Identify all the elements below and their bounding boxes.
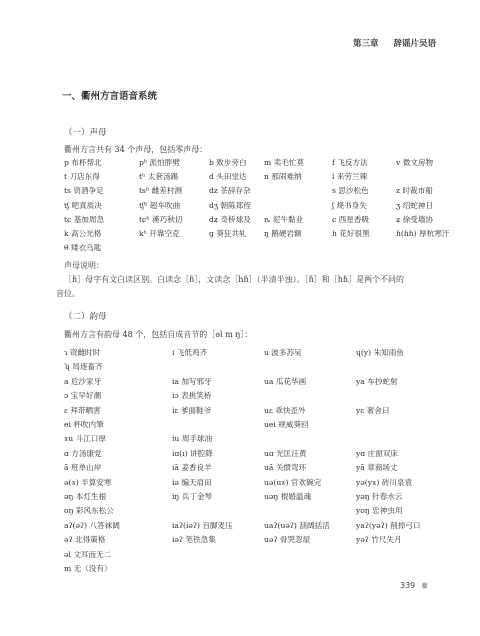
table-cell: iã 姜香良羊 bbox=[172, 463, 212, 473]
table-row bbox=[64, 549, 444, 562]
yunmu-heading: （二）韵母 bbox=[64, 312, 107, 322]
table-cell: ʑ 徐受墙协 bbox=[396, 214, 434, 224]
table-cell: dʑ 奇桥球及 bbox=[209, 214, 251, 224]
table-cell: ʃ 烧书身失 bbox=[332, 200, 367, 210]
table-cell: kʰ 开靠空克 bbox=[139, 229, 180, 238]
table-cell: əl 文耳而无二 bbox=[64, 549, 112, 559]
chapter-title: 辞谣片吴语 bbox=[393, 39, 436, 49]
table-cell: iəʔ 笔铁急集 bbox=[172, 535, 216, 545]
table-cell: h 花好很黑 bbox=[332, 229, 370, 238]
table-row bbox=[64, 433, 444, 446]
table-cell: ɕ 西星香吸 bbox=[332, 214, 370, 224]
table-cell: dʒ 朝陈郑侄 bbox=[209, 200, 251, 210]
table-cell: u 波多苏吴 bbox=[264, 348, 302, 357]
table-row bbox=[64, 214, 444, 227]
table-cell: yoŋ 忠神虫用 bbox=[356, 506, 403, 516]
running-header bbox=[353, 37, 436, 49]
table-row bbox=[64, 563, 444, 576]
shengmu-note-line: ［ɦ］母字有文白读区别。白读念［ɦ］，文读念［hɦ］（半清半浊）。［ɦ］和［hɦ］是两个不同的 bbox=[64, 275, 405, 284]
table-row bbox=[64, 534, 444, 547]
shengmu-heading: （一）声母 bbox=[64, 128, 107, 138]
table-cell: tʰ 太套汤踢 bbox=[139, 172, 179, 182]
table-row bbox=[64, 505, 444, 518]
table-row bbox=[64, 419, 444, 432]
table-cell: d 头田堂达 bbox=[209, 172, 247, 182]
table-cell: uəʔ 骨哭忽屋 bbox=[264, 535, 311, 545]
table-row bbox=[64, 242, 444, 255]
table-cell: əʔ 北得策格 bbox=[64, 535, 106, 545]
table-cell: yə(yɤ) 砖川泉袁 bbox=[356, 477, 413, 487]
table-cell: ʮ 局逐畜齐 bbox=[64, 362, 103, 372]
table-cell: n 那闹难纳 bbox=[264, 172, 302, 182]
table-cell: ȵ 泥牛黏业 bbox=[264, 214, 304, 224]
table-cell: b 败步旁白 bbox=[209, 158, 247, 167]
table-row bbox=[64, 185, 444, 198]
table-row bbox=[64, 405, 444, 418]
table-cell: t 刀店东得 bbox=[64, 172, 100, 182]
table-cell: ia 加写邪牙 bbox=[172, 376, 212, 386]
table-row bbox=[64, 520, 444, 533]
table-cell: ts 资酒争足 bbox=[64, 186, 104, 196]
table-cell: ɔ 宝早好潮 bbox=[64, 391, 102, 401]
table-row bbox=[64, 361, 444, 374]
table-row bbox=[64, 477, 444, 490]
shengmu-intro: 衢州方言共有 34 个声母，包括零声母： bbox=[64, 145, 208, 154]
table-cell: iu 周手球油 bbox=[172, 434, 213, 444]
table-cell: i 飞低鸡齐 bbox=[172, 348, 208, 357]
shengmu-note-title: 声母说明： bbox=[64, 261, 104, 270]
table-row bbox=[64, 157, 444, 170]
shengmu-note-line: 音位。 bbox=[56, 289, 80, 298]
table-cell: f 飞反方法 bbox=[332, 158, 368, 167]
table-cell: s 思沙松色 bbox=[332, 186, 369, 196]
table-row bbox=[64, 390, 444, 403]
table-row bbox=[64, 200, 444, 213]
table-cell: ɥ(y) 朱知雨鱼 bbox=[356, 348, 404, 357]
table-cell: aʔ(əʔ) 八答袜阔 bbox=[64, 520, 120, 530]
table-cell: v 微文房物 bbox=[396, 158, 434, 167]
table-row bbox=[64, 228, 450, 241]
table-cell: yɑ 庄窗双床 bbox=[356, 448, 398, 458]
section-title: 一、衢州方言语音系统 bbox=[62, 91, 158, 102]
table-cell: uã 关惯弯环 bbox=[264, 463, 307, 473]
table-cell: ei 杯吹内筆 bbox=[64, 420, 104, 429]
table-cell: yəŋ 针春水云 bbox=[356, 492, 403, 501]
table-cell: θ 矮衣乌匙 bbox=[64, 243, 102, 253]
table-cell: uɛ 乖快歪外 bbox=[264, 405, 306, 415]
table-cell: ã 班单山岸 bbox=[64, 463, 102, 473]
table-row bbox=[64, 448, 444, 461]
table-cell: uə(uɤ) 官欢碗完 bbox=[264, 477, 322, 487]
table-cell: l 来劳兰辣 bbox=[332, 172, 368, 182]
table-row bbox=[64, 171, 444, 184]
table-cell: a 卮沙家牙 bbox=[64, 376, 102, 386]
table-cell: k 高公光格 bbox=[64, 229, 102, 238]
table-cell: z 时裁市船 bbox=[396, 186, 433, 196]
table-cell: p 布杯帮北 bbox=[64, 158, 102, 167]
table-cell: m 无（没有） bbox=[64, 564, 112, 573]
table-cell: ya 车抄蛇射 bbox=[356, 376, 398, 386]
table-row bbox=[64, 376, 444, 389]
table-cell: tʃ 吧真质决 bbox=[64, 200, 102, 210]
table-cell: iaʔ(iəʔ) 百脚麦压 bbox=[172, 520, 233, 530]
table-cell: iɛ 爹面鞋爷 bbox=[172, 405, 212, 415]
table-cell: yəʔ 竹尺失月 bbox=[356, 535, 402, 545]
table-cell: m 卖毛忙莫 bbox=[264, 158, 304, 167]
table-cell: ɑ 方汤康党 bbox=[64, 448, 102, 458]
table-cell: tʃʰ 超车吹曲 bbox=[139, 200, 181, 210]
table-cell: uəŋ 棍婚温魂 bbox=[264, 492, 312, 501]
table-cell: iɑ(ɪ) 讲腔降 bbox=[172, 448, 213, 458]
table-cell: iɔ 表挑笑桥 bbox=[172, 391, 212, 401]
table-cell: ə(ɤ) 半算安寒 bbox=[64, 477, 112, 487]
table-cell: uɑ 光匡汪黄 bbox=[264, 448, 307, 458]
table-cell: yã 章商场丈 bbox=[356, 463, 398, 473]
table-cell: ɛ 拜带晒害 bbox=[64, 405, 101, 415]
table-cell: yɛ 奢舍曰 bbox=[356, 405, 390, 415]
table-cell: ŋ 鹅硬岩额 bbox=[264, 229, 302, 238]
table-cell: uaʔ(uəʔ) 刮阔括活 bbox=[264, 520, 330, 530]
table-row bbox=[64, 462, 444, 475]
table-cell: yaʔ(yəʔ) 削掉弓口 bbox=[356, 520, 421, 530]
page-number-block bbox=[400, 581, 428, 590]
table-row bbox=[64, 491, 444, 504]
table-cell: tsʰ 雌差村测 bbox=[139, 186, 183, 196]
table-row bbox=[64, 347, 444, 360]
table-cell: ua 瓜花华画 bbox=[264, 376, 307, 386]
table-cell: iə 编天肩田 bbox=[172, 477, 212, 487]
yunmu-intro: 衢州方言有韵母 48 个，包括自成音节的［əl m ŋ］： bbox=[64, 330, 253, 339]
page-mark: 衢 bbox=[421, 583, 428, 590]
table-cell: tɕʰ 溪巧秋切 bbox=[139, 214, 183, 224]
chapter-label: 第三章 bbox=[353, 39, 379, 49]
table-cell: iŋ 兵丁金琴 bbox=[172, 492, 213, 501]
table-cell: oŋ 彩风东松公 bbox=[64, 506, 114, 516]
table-cell: ɡ 葵狂共轧 bbox=[209, 229, 247, 238]
page-number: 339 bbox=[400, 581, 416, 590]
table-cell: ɦ(ɦɦ) 厚杭寒汗 bbox=[396, 229, 450, 238]
table-cell: ɤu 斗江口厚 bbox=[64, 434, 106, 444]
table-cell: ʒ 绍蛇神日 bbox=[396, 200, 434, 210]
table-cell: pʰ 派怕胖劈 bbox=[139, 158, 180, 167]
table-cell: tɕ 基加周急 bbox=[64, 214, 105, 224]
table-cell: dz 茶辞存杂 bbox=[209, 186, 251, 196]
table-cell: ɿ 资雌时时 bbox=[64, 348, 101, 357]
table-cell: uei 规威葵回 bbox=[264, 420, 309, 429]
table-cell: əŋ 本灯生根 bbox=[64, 492, 107, 501]
